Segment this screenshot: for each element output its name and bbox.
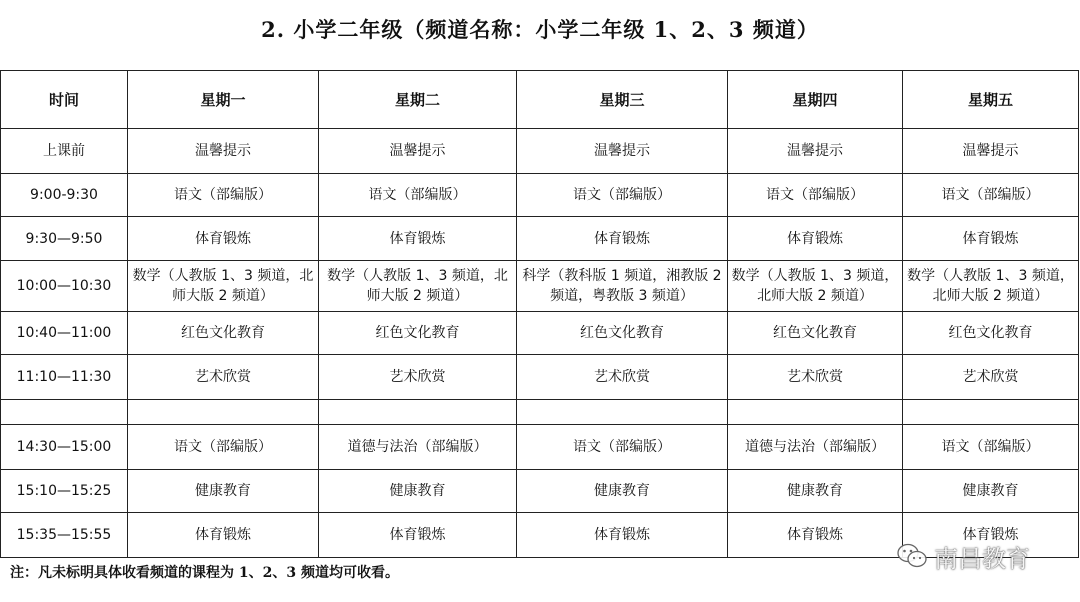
course-cell: 语文（部编版） [128, 425, 319, 470]
course-cell: 语文（部编版） [128, 174, 319, 217]
table-row [1, 217, 1079, 261]
course-cell: 健康教育 [903, 470, 1079, 513]
course-cell: 语文（部编版） [319, 174, 517, 217]
course-cell: 体育锻炼 [903, 513, 1079, 558]
course-cell [728, 400, 903, 425]
course-cell: 语文（部编版） [517, 425, 728, 470]
table-row [1, 261, 1079, 312]
course-cell: 体育锻炼 [128, 217, 319, 261]
time-cell: 9:30—9:50 [1, 217, 128, 261]
course-cell: 语文（部编版） [728, 174, 903, 217]
course-cell: 数学（人教版 1、3 频道，北师大版 2 频道） [903, 261, 1079, 312]
course-cell: 健康教育 [128, 470, 319, 513]
header-time: 时间 [1, 71, 128, 129]
table-row [1, 400, 1079, 425]
course-cell: 艺术欣赏 [728, 355, 903, 400]
course-cell: 体育锻炼 [517, 513, 728, 558]
table-row [1, 425, 1079, 470]
page-title: 2. 小学二年级（频道名称：小学二年级 1、2、3 频道） [261, 17, 819, 42]
time-cell: 14:30—15:00 [1, 425, 128, 470]
time-cell: 10:40—11:00 [1, 312, 128, 355]
header-wednesday: 星期三 [517, 71, 728, 129]
course-cell: 道德与法治（部编版） [319, 425, 517, 470]
course-cell: 数学（人教版 1、3 频道，北师大版 2 频道） [128, 261, 319, 312]
schedule-table [0, 70, 1079, 558]
watermark-text: 南昌教育 [934, 544, 1030, 573]
course-cell: 温馨提示 [319, 129, 517, 174]
course-cell: 语文（部编版） [517, 174, 728, 217]
course-cell: 健康教育 [319, 470, 517, 513]
course-cell [319, 400, 517, 425]
course-cell: 红色文化教育 [517, 312, 728, 355]
course-cell: 体育锻炼 [903, 217, 1079, 261]
table-row [1, 312, 1079, 355]
course-cell: 艺术欣赏 [319, 355, 517, 400]
course-cell: 健康教育 [728, 470, 903, 513]
course-cell: 温馨提示 [903, 129, 1079, 174]
table-row [1, 513, 1079, 558]
course-cell: 健康教育 [517, 470, 728, 513]
course-cell: 体育锻炼 [319, 217, 517, 261]
course-cell: 道德与法治（部编版） [728, 425, 903, 470]
course-cell: 温馨提示 [728, 129, 903, 174]
time-cell: 上课前 [1, 129, 128, 174]
course-cell [517, 400, 728, 425]
time-cell: 15:35—15:55 [1, 513, 128, 558]
table-row [1, 470, 1079, 513]
time-cell: 15:10—15:25 [1, 470, 128, 513]
course-cell: 体育锻炼 [728, 217, 903, 261]
header-thursday: 星期四 [728, 71, 903, 129]
header-tuesday: 星期二 [319, 71, 517, 129]
table-row [1, 129, 1079, 174]
time-cell: 9:00-9:30 [1, 174, 128, 217]
course-cell: 数学（人教版 1、3 频道，北师大版 2 频道） [319, 261, 517, 312]
course-cell [128, 400, 319, 425]
header-friday: 星期五 [903, 71, 1079, 129]
time-cell [1, 400, 128, 425]
course-cell: 数学（人教版 1、3 频道，北师大版 2 频道） [728, 261, 903, 312]
course-cell: 红色文化教育 [903, 312, 1079, 355]
header-row [1, 71, 1079, 129]
course-cell [903, 400, 1079, 425]
course-cell: 红色文化教育 [728, 312, 903, 355]
course-cell: 体育锻炼 [728, 513, 903, 558]
course-cell: 语文（部编版） [903, 425, 1079, 470]
course-cell: 语文（部编版） [903, 174, 1079, 217]
table-row [1, 355, 1079, 400]
course-cell: 艺术欣赏 [128, 355, 319, 400]
course-cell: 温馨提示 [128, 129, 319, 174]
time-cell: 11:10—11:30 [1, 355, 128, 400]
course-cell: 温馨提示 [517, 129, 728, 174]
course-cell: 艺术欣赏 [517, 355, 728, 400]
course-cell: 体育锻炼 [128, 513, 319, 558]
course-cell: 红色文化教育 [319, 312, 517, 355]
header-monday: 星期一 [128, 71, 319, 129]
course-cell: 体育锻炼 [517, 217, 728, 261]
course-cell: 体育锻炼 [319, 513, 517, 558]
table-row [1, 174, 1079, 217]
course-cell: 科学（教科版 1 频道，湘教版 2 频道，粤教版 3 频道） [517, 261, 728, 312]
course-cell: 红色文化教育 [128, 312, 319, 355]
footnote: 注：凡未标明具体收看频道的课程为 1、2、3 频道均可收看。 [10, 565, 399, 581]
time-cell: 10:00—10:30 [1, 261, 128, 312]
course-cell: 艺术欣赏 [903, 355, 1079, 400]
